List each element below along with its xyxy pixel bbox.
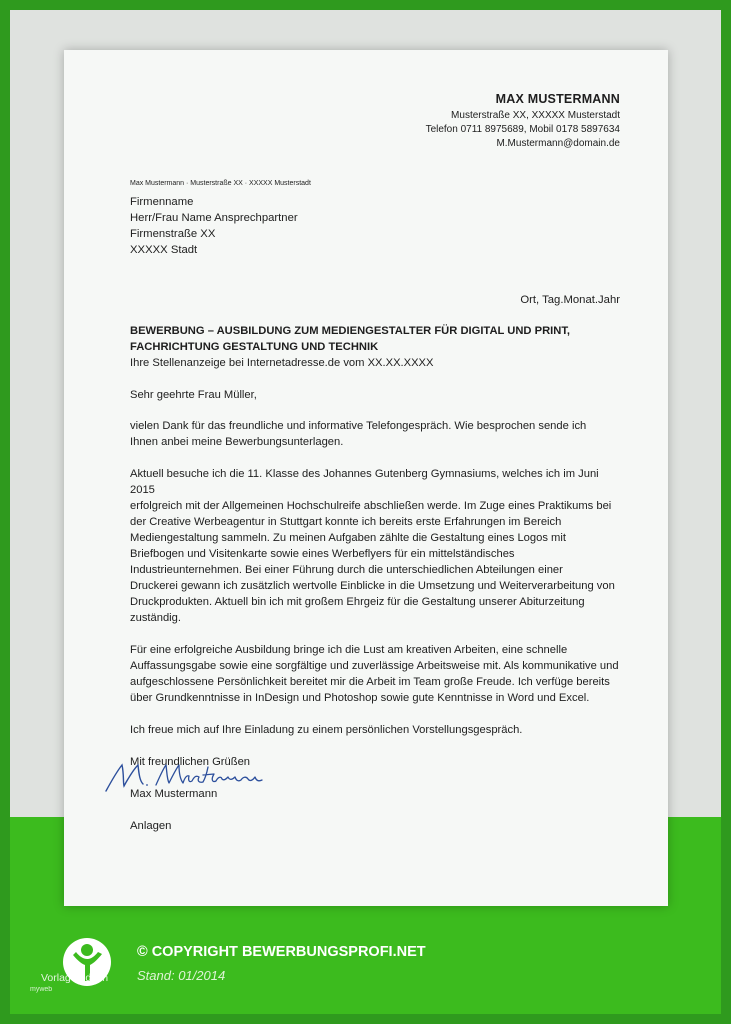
text-line: Industrieunternehmen. Bei einer Führung durch die unterschiedlichen Abteilungen einer: [130, 564, 563, 576]
attachments-label: Anlagen: [130, 820, 172, 832]
subject-line-2: FACHRICHTUNG GESTALTUNG UND TECHNIK: [130, 341, 379, 353]
watermark-subtext: myweb: [30, 986, 53, 993]
recipient-block: [130, 194, 298, 258]
paragraph-intro: [130, 418, 626, 450]
text-line: Druckprodukten. Aktuell bin ich mit großem Ehrgeiz für die Gestaltung unserer Abiturzeitung: [130, 596, 585, 608]
text-line: Ihnen anbei meine Bewerbungsunterlagen.: [130, 436, 344, 448]
paragraph-experience: [130, 466, 626, 626]
date-line: Ort, Tag.Monat.Jahr: [520, 294, 620, 306]
sender-block: [426, 92, 620, 151]
recipient-company: Firmenname: [130, 196, 194, 208]
sender-street: Musterstraße XX, XXXXX Musterstadt: [451, 110, 620, 121]
sender-phone: Telefon 0711 8975689, Mobil 0178 5897634: [425, 124, 620, 135]
text-line: erfolgreich mit der Allgemeinen Hochschulreife abschließen werde. Im Zuge eines Praktikums bei: [130, 500, 612, 512]
recipient-street: Firmenstraße XX: [130, 228, 216, 240]
text-line: Ich freue mich auf Ihre Einladung zu einem persönlichen Vorstellungsgespräch.: [130, 724, 523, 736]
text-line: Aktuell besuche ich die 11. Klasse des Johannes Gutenberg Gymnasiums, welches ich im Juni 2015: [130, 468, 599, 496]
salutation: Sehr geehrte Frau Müller,: [130, 389, 257, 401]
sender-email: M.Mustermann@domain.de: [496, 138, 620, 149]
letter-page: [64, 50, 668, 906]
recipient-city: XXXXX Stadt: [130, 244, 198, 256]
text-line: aufgeschlossene Persönlichkeit bereitet mir die Arbeit im Team große Freude. Ich verfüge bereits: [130, 676, 610, 688]
subject-line-1: BEWERBUNG – AUSBILDUNG ZUM MEDIENGESTALTER FÜR DIGITAL UND PRINT,: [130, 325, 571, 337]
recipient-contact: Herr/Frau Name Ansprechpartner: [130, 212, 298, 224]
text-line: über Grundkenntnisse in InDesign und Photoshop sowie gute Kenntnisse in Word und Excel.: [130, 692, 590, 704]
text-line: Briefbogen und Visitenkarte sowie eines Werbeflyers für ein mittelständisches: [130, 548, 515, 560]
text-line: vielen Dank für das freundliche und informative Telefongespräch. Wie besprochen sende ich: [130, 420, 587, 432]
return-address-line: Max Mustermann · Musterstraße XX · XXXXX Musterstadt: [130, 180, 311, 187]
text-line: Mediengestaltung sammeln. Zu meinen Aufgaben zählte die Gestaltung eines Logos mit: [130, 532, 566, 544]
text-line: Druckerei gewann ich zusätzlich wertvolle Einblicke in die Umsetzung und Weiterverarbeitung von: [130, 580, 615, 592]
watermark-text: Vorlagen.de.in: [41, 972, 109, 984]
paragraph-closing: [130, 722, 626, 738]
signer-name: Max Mustermann: [130, 788, 218, 800]
text-line: zuständig.: [130, 612, 181, 624]
paragraph-skills: [130, 642, 626, 706]
copyright-text: © COPYRIGHT BEWERBUNGSPROFI.NET: [137, 944, 426, 960]
subject-reference: Ihre Stellenanzeige bei Internetadresse.de vom XX.XX.XXXX: [130, 357, 434, 369]
text-line: Auffassungsgabe sowie eine sorgfältige und zuverlässige Arbeitsweise mit. Als kommunikative und: [130, 660, 619, 672]
letter-body: [130, 323, 626, 770]
sender-name: MAX MUSTERMANN: [495, 92, 620, 106]
text-line: der Creative Werbeagentur in Stuttgart konnte ich bereits erste Erfahrungen im Bereich: [130, 516, 562, 528]
closing-phrase: Mit freundlichen Grüßen: [130, 756, 251, 768]
text-line: Für eine erfolgreiche Ausbildung bringe ich die Lust am kreativen Arbeiten, eine schnelle: [130, 644, 568, 656]
stand-date: Stand: 01/2014: [137, 968, 226, 983]
